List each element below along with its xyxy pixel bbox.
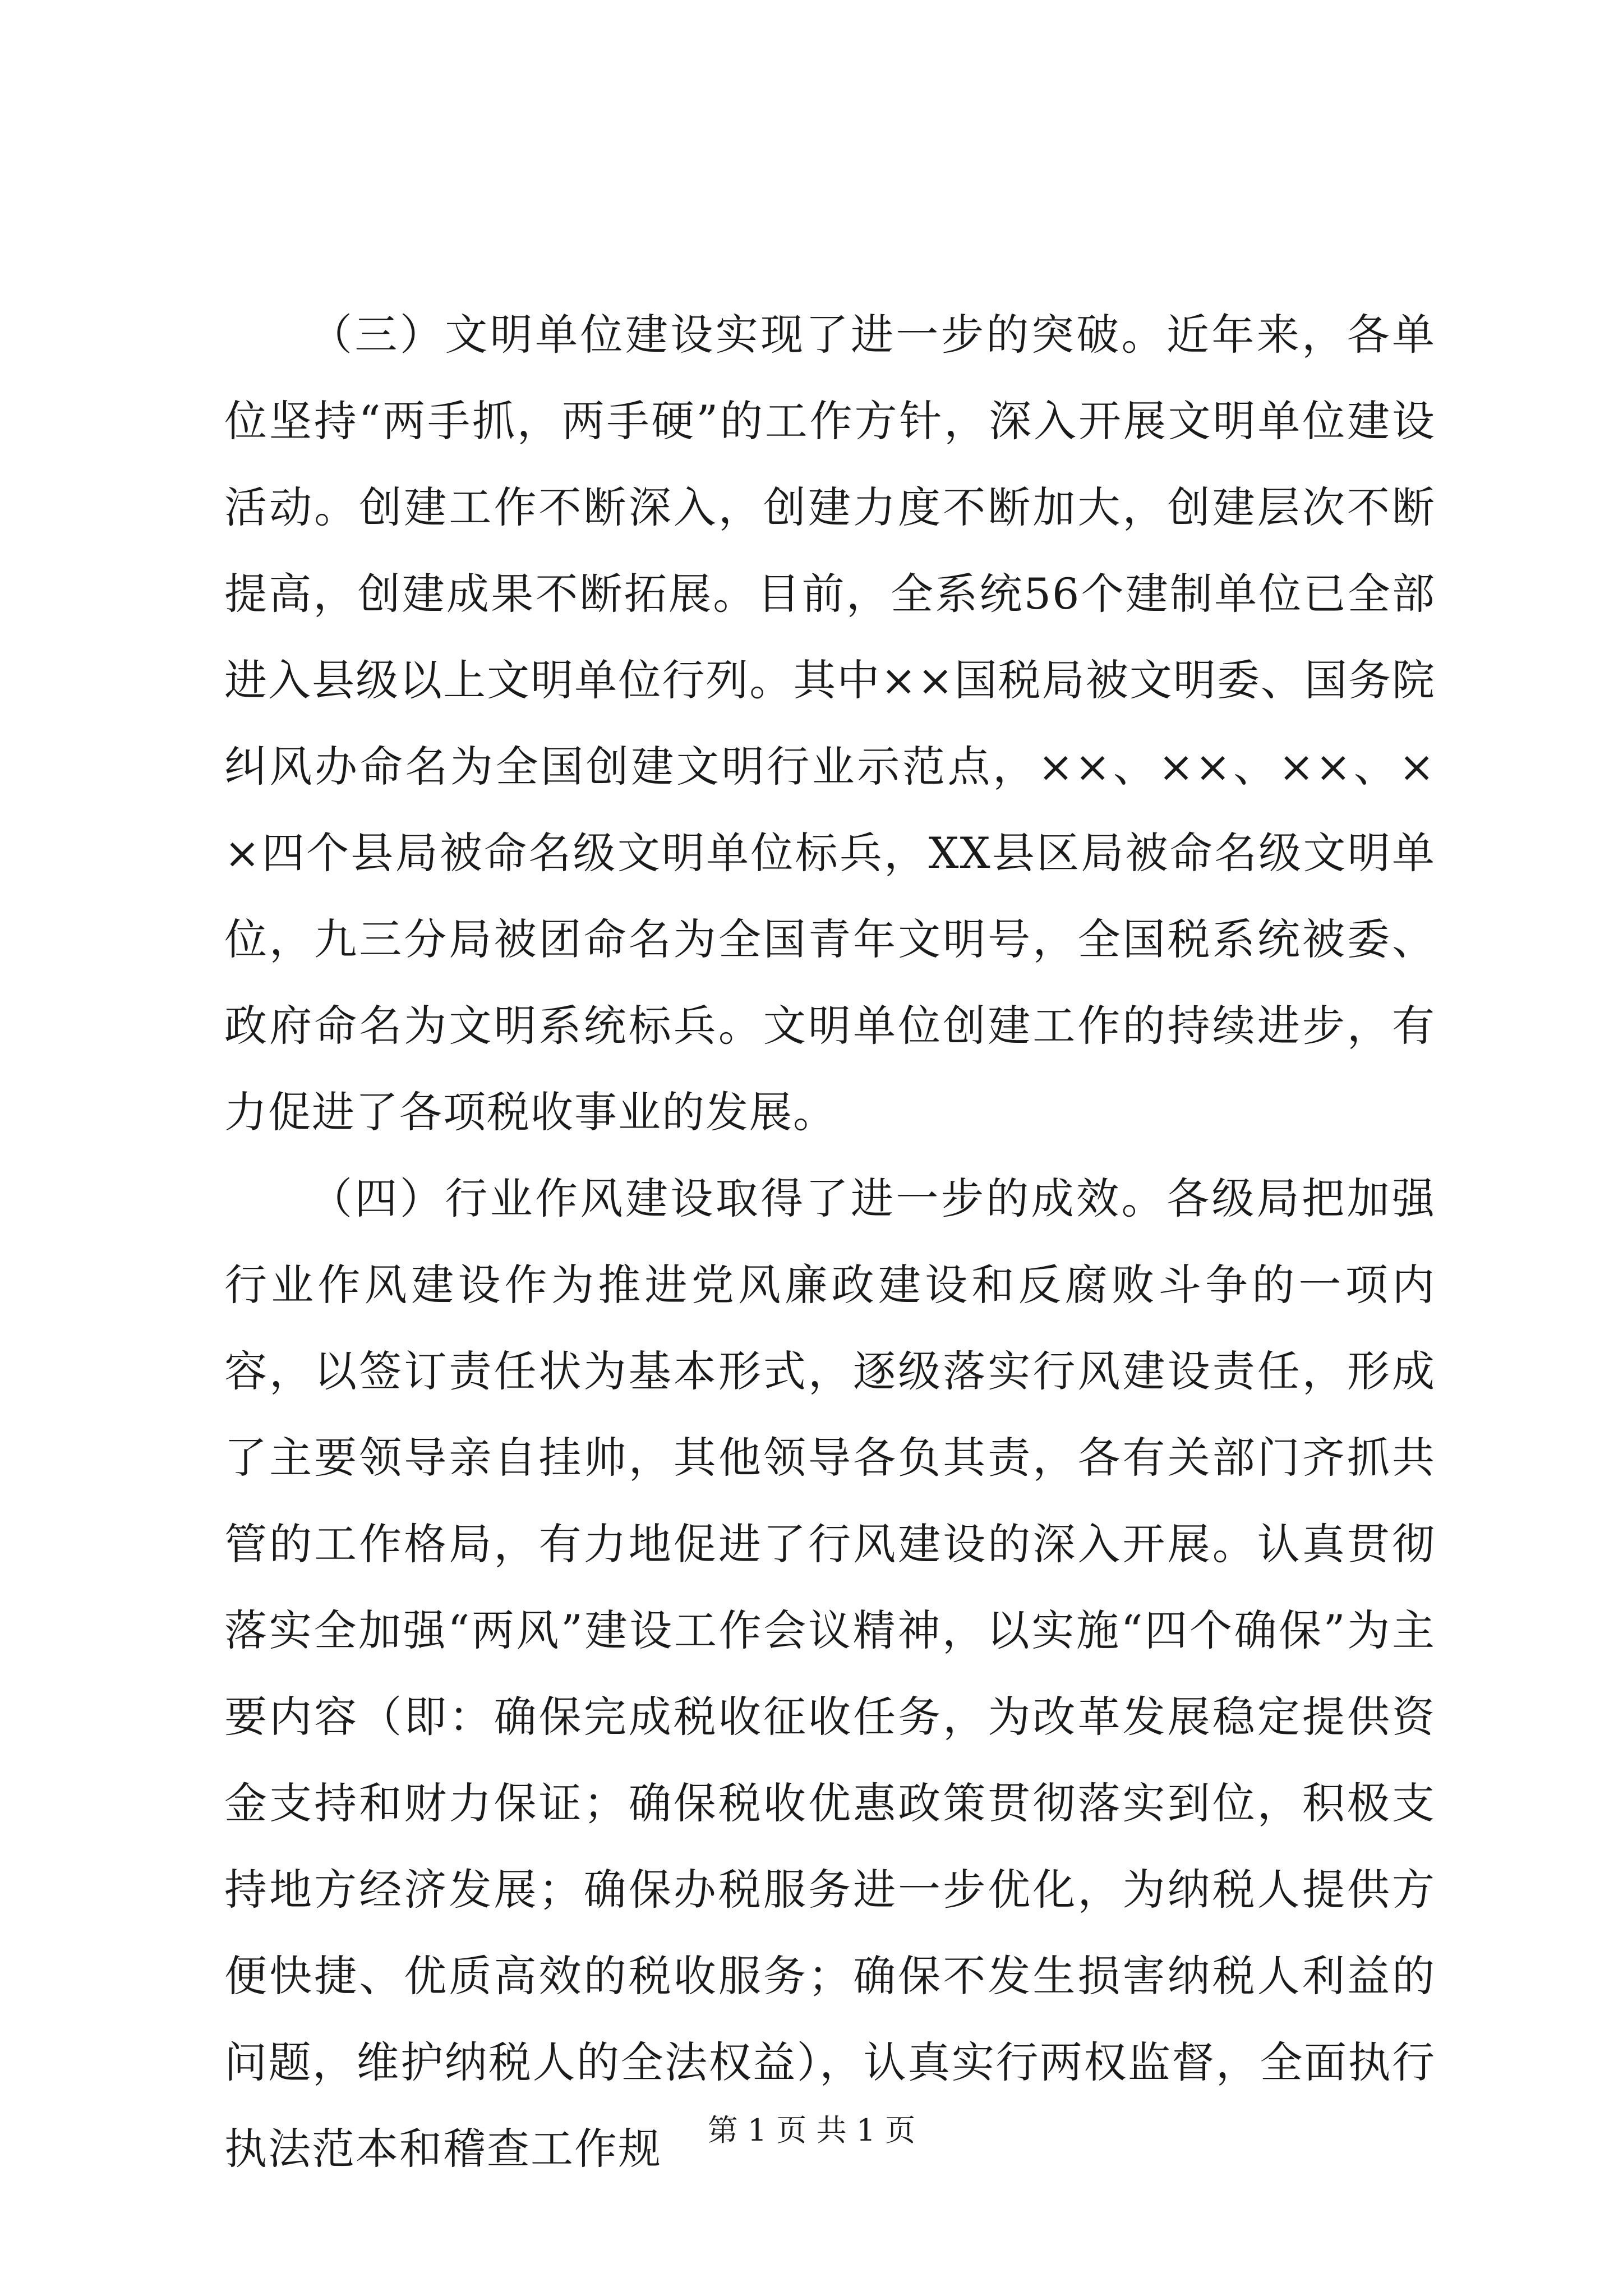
page-footer: 第 1 页 共 1 页 [707,2113,916,2148]
paragraph-si: （四）行业作风建设取得了进一步的成效。各级局把加强行业作风建设作为推进党风廉政建设和反腐败斗争的一项内容，以签订责任状为基本形式，逐级落实行风建设责任，形成了主要领导亲自挂帅，其他领导各负其责，各有关部门齐抓共管的工作格局，有力地促进了行风建设的深入开展。认真贯彻落实全加强“两风”建设工作会议精神，以实施“四个确保”为主要内容（即：确保完成税收征收任务，为改革发展稳定提供资金支持和财力保证；确保税收优惠政策贯彻落实到位，积极支持地方经济发展；确保办税服务进一步优化，为纳税人提供方便快捷、优质高效的税收服务；确保不发生损害纳税人利益的问题，维护纳税人的全法权益），认真实行两权监督，全面执行执法范本和稽查工作规 [224,1174,1436,2174]
document-body [224,292,1436,2192]
paragraph-san: （三）文明单位建设实现了进一步的突破。近年来，各单位坚持“两手抓，两手硬”的工作方针，深入开展文明单位建设活动。创建工作不断深入，创建力度不断加大，创建层次不断提高，创建成果不断拓展。目前，全系统56个建制单位已全部进入县级以上文明单位行列。其中××国税局被文明委、国务院纠风办命名为全国创建文明行业示范点，××、××、××、××四个县局被命名级文明单位标兵，XX县区局被命名级文明单位，九三分局被团命名为全国青年文明号，全国税系统被委、政府命名为文明系统标兵。文明单位创建工作的持续进步，有力促进了各项税收事业的发展。 [224,310,1436,1137]
